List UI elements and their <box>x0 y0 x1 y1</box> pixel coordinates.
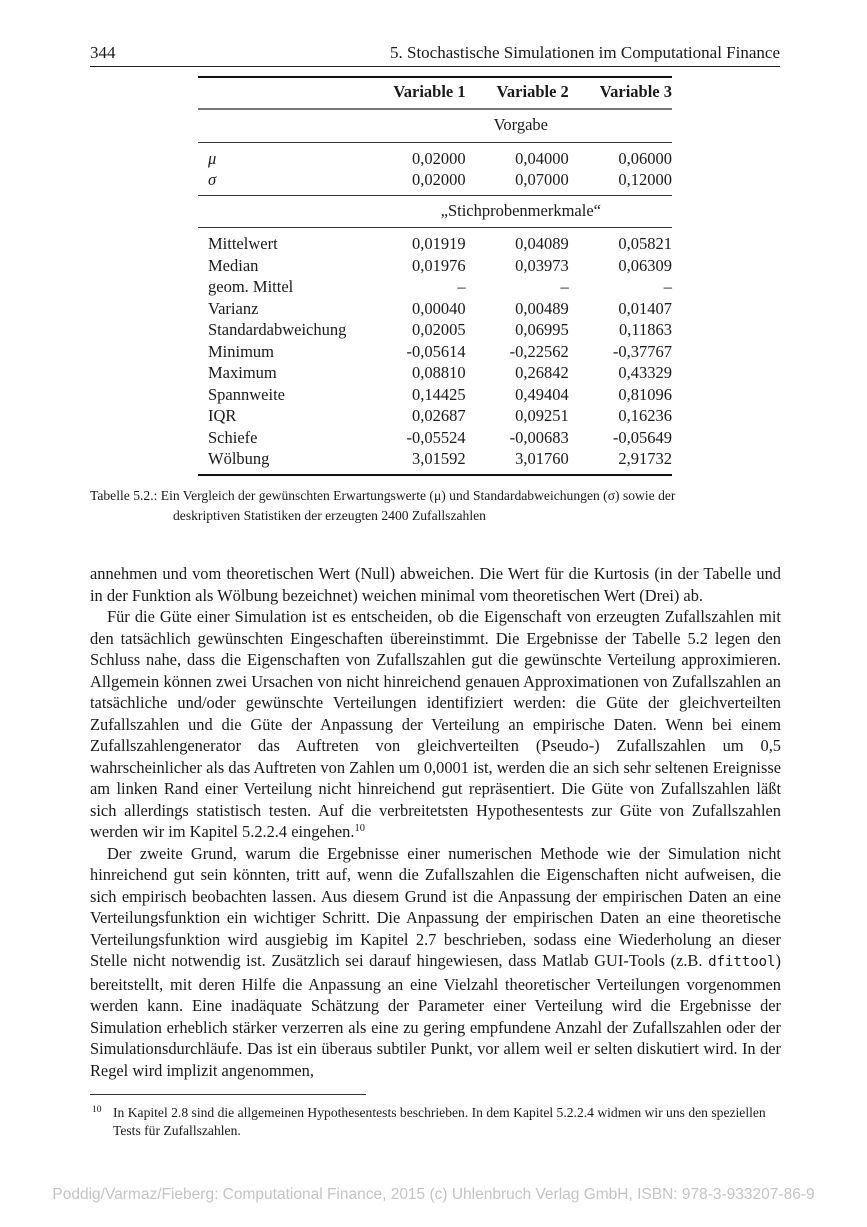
column-header-variable-2: Variable 2 <box>496 82 569 102</box>
table-row: geom. Mittel – – – <box>208 277 672 296</box>
paragraph: Für die Güte einer Simulation ist es entscheiden, ob die Eigenschaft von erzeugten Zufallszahlen mit den tatsächlich gewünschten Eingeschaften übereinstimmt. Die Ergebnisse der Tabelle 5.2 legen den Schluss nahe, dass die Eigenschaften von Zufallszahlen gut die gewünschte Verteilung approximieren. Allgemein können zwei Ursachen von nicht hinreichend genauen Approximationen von Zufallszahlen an tatsächliche und/oder gewünschte Verteilungen identifiziert werden: die Güte der gleichverteilten Zufallszahlen und die Güte der Anpassung der Verteilung an empirische Daten. Wenn bei einem Zufallszahlengenerator das Auftreten von gleichverteilten (Pseudo-) Zufallszahlen um 0,5 wahrscheinlicher als das Auftreten von Zahlen um 0,0001 ist, werden die an sich sehr seltenen Ereignisse am linken Rand einer Verteilung nicht hinreichend gut repräsentiert. Die Güte von Zufallszahlen läßt sich allerdings statistisch testen. Auf die verbreitetsten Hypothesentests zur Güte von Zufallszahlen werden wir im Kapitel 5.2.2.4 eingehen.$^{10}$ <box>90 607 781 841</box>
table-row: Maximum 0,08810 0,26842 0,43329 <box>208 363 672 382</box>
table-row: Mittelwert 0,01919 0,04089 0,05821 <box>208 234 672 253</box>
page-number: 344 <box>90 43 116 62</box>
footnote-text: In Kapitel 2.8 sind die allgemeinen Hypothesentests beschrieben. In dem Kapitel 5.2.2.4 widmen wir uns den speziellen Tests für Zufallszahlen. <box>113 1105 766 1138</box>
code-dfittool: dfittool <box>708 954 776 970</box>
table-header-row <box>198 78 672 109</box>
section-heading-vorgabe: Vorgabe <box>493 115 548 134</box>
column-header-label <box>198 78 370 109</box>
table-row: Spannweite 0,14425 0,49404 0,81096 <box>208 384 672 404</box>
running-title: 5. Stochastische Simulationen im Computational Finance <box>389 43 780 62</box>
table-row: μ 0,02000 0,04000 0,06000 <box>198 143 672 170</box>
table-row: Minimum -0,05614 -0,22562 -0,37767 <box>208 341 672 361</box>
footnote-reference[interactable]: 10 <box>354 823 365 834</box>
table-row: Median 0,01976 0,03973 0,06309 <box>208 255 672 275</box>
column-header-variable-3: Variable 3 <box>599 82 672 102</box>
body-text <box>90 563 781 1081</box>
caption-text-line2: deskriptiven Statistiken der erzeugten 2400 Zufallszahlen <box>173 508 486 523</box>
caption-text-line1: Ein Vergleich der gewünschten Erwartungswerte (μ) und Standardabweichungen (σ) sowie der <box>160 488 676 503</box>
paragraph: Der zweite Grund, warum die Ergebnisse einer numerischen Methode wie der Simulation nicht hinreichend gut sein könnten, tritt auf, wenn die Zufallszahlen die Eigenschaften nicht aufweisen, die sich empirisch beobachten lassen. Aus diesem Grund ist die Anpassung der empirischen Daten an eine Verteilungsfunktion ein wichtiger Schritt. Die Anpassung der empirischen Daten an eine theoretische Verteilungsfunktion wird ausgiebig im Kapitel 2.7 beschrieben, sodass eine Wiederholung an dieser Stelle nicht notwendig ist. Zusätzlich sei darauf hingewiesen, dass Matlab GUI-Tools (z.B. dfittool) bereitstellt, mit deren Hilfe die Anpassung an eine Vielzahl theoretischer Verteilungen vorgenommen werden kann. Eine inadäquate Schätzung der Parameter einer Verteilung wird die Ergebnisse der Simulation erheblich stärker verzerren als eine zu gering empfundene Anzahl der Zufallszahlen oder der Simulationsdurchläufe. Das ist ein überaus subtiler Punkt, vor allem weil er selten diskutiert wird. In der Regel wird implizit angenommen, <box>90 843 781 1080</box>
section-heading-stichprobenmerkmale: „Stichprobenmerkmale“ <box>440 200 601 220</box>
footnote <box>90 1104 782 1140</box>
footnote-mark: 10 <box>92 1105 102 1115</box>
caption-label: Tabelle 5.2.: <box>90 488 158 503</box>
table-row: Varianz 0,00040 0,00489 0,01407 <box>208 298 672 318</box>
page-header <box>90 42 780 67</box>
copyright-watermark: Poddig/Varmaz/Fieberg: Computational Finance, 2015 (c) Uhlenbruch Verlag GmbH, ISBN: 978-3-933207-86-9 <box>52 1186 815 1203</box>
table-row: Wölbung 3,01592 3,01760 2,91732 <box>208 449 672 468</box>
row-label-mu: μ <box>208 148 217 168</box>
table-row: Schiefe -0,05524 -0,00683 -0,05649 <box>208 427 672 447</box>
table-row: IQR 0,02687 0,09251 0,16236 <box>208 406 672 425</box>
table-row: σ 0,02000 0,07000 0,12000 <box>198 169 672 195</box>
table-row: Standardabweichung 0,02005 0,06995 0,11863 <box>208 320 672 339</box>
paragraph: annehmen und vom theoretischen Wert (Null) abweichen. Die Wert für die Kurtosis (in der Tabelle und in der Funktion als Wölbung bezeichnet) weichen minimal vom theoretischen Wert (Drei) ab. <box>90 564 781 605</box>
statistics-table <box>198 76 672 476</box>
row-label-sigma: σ <box>208 170 217 189</box>
footnote-divider <box>90 1094 366 1095</box>
column-header-variable-1: Variable 1 <box>393 82 466 102</box>
table-caption <box>90 486 782 526</box>
